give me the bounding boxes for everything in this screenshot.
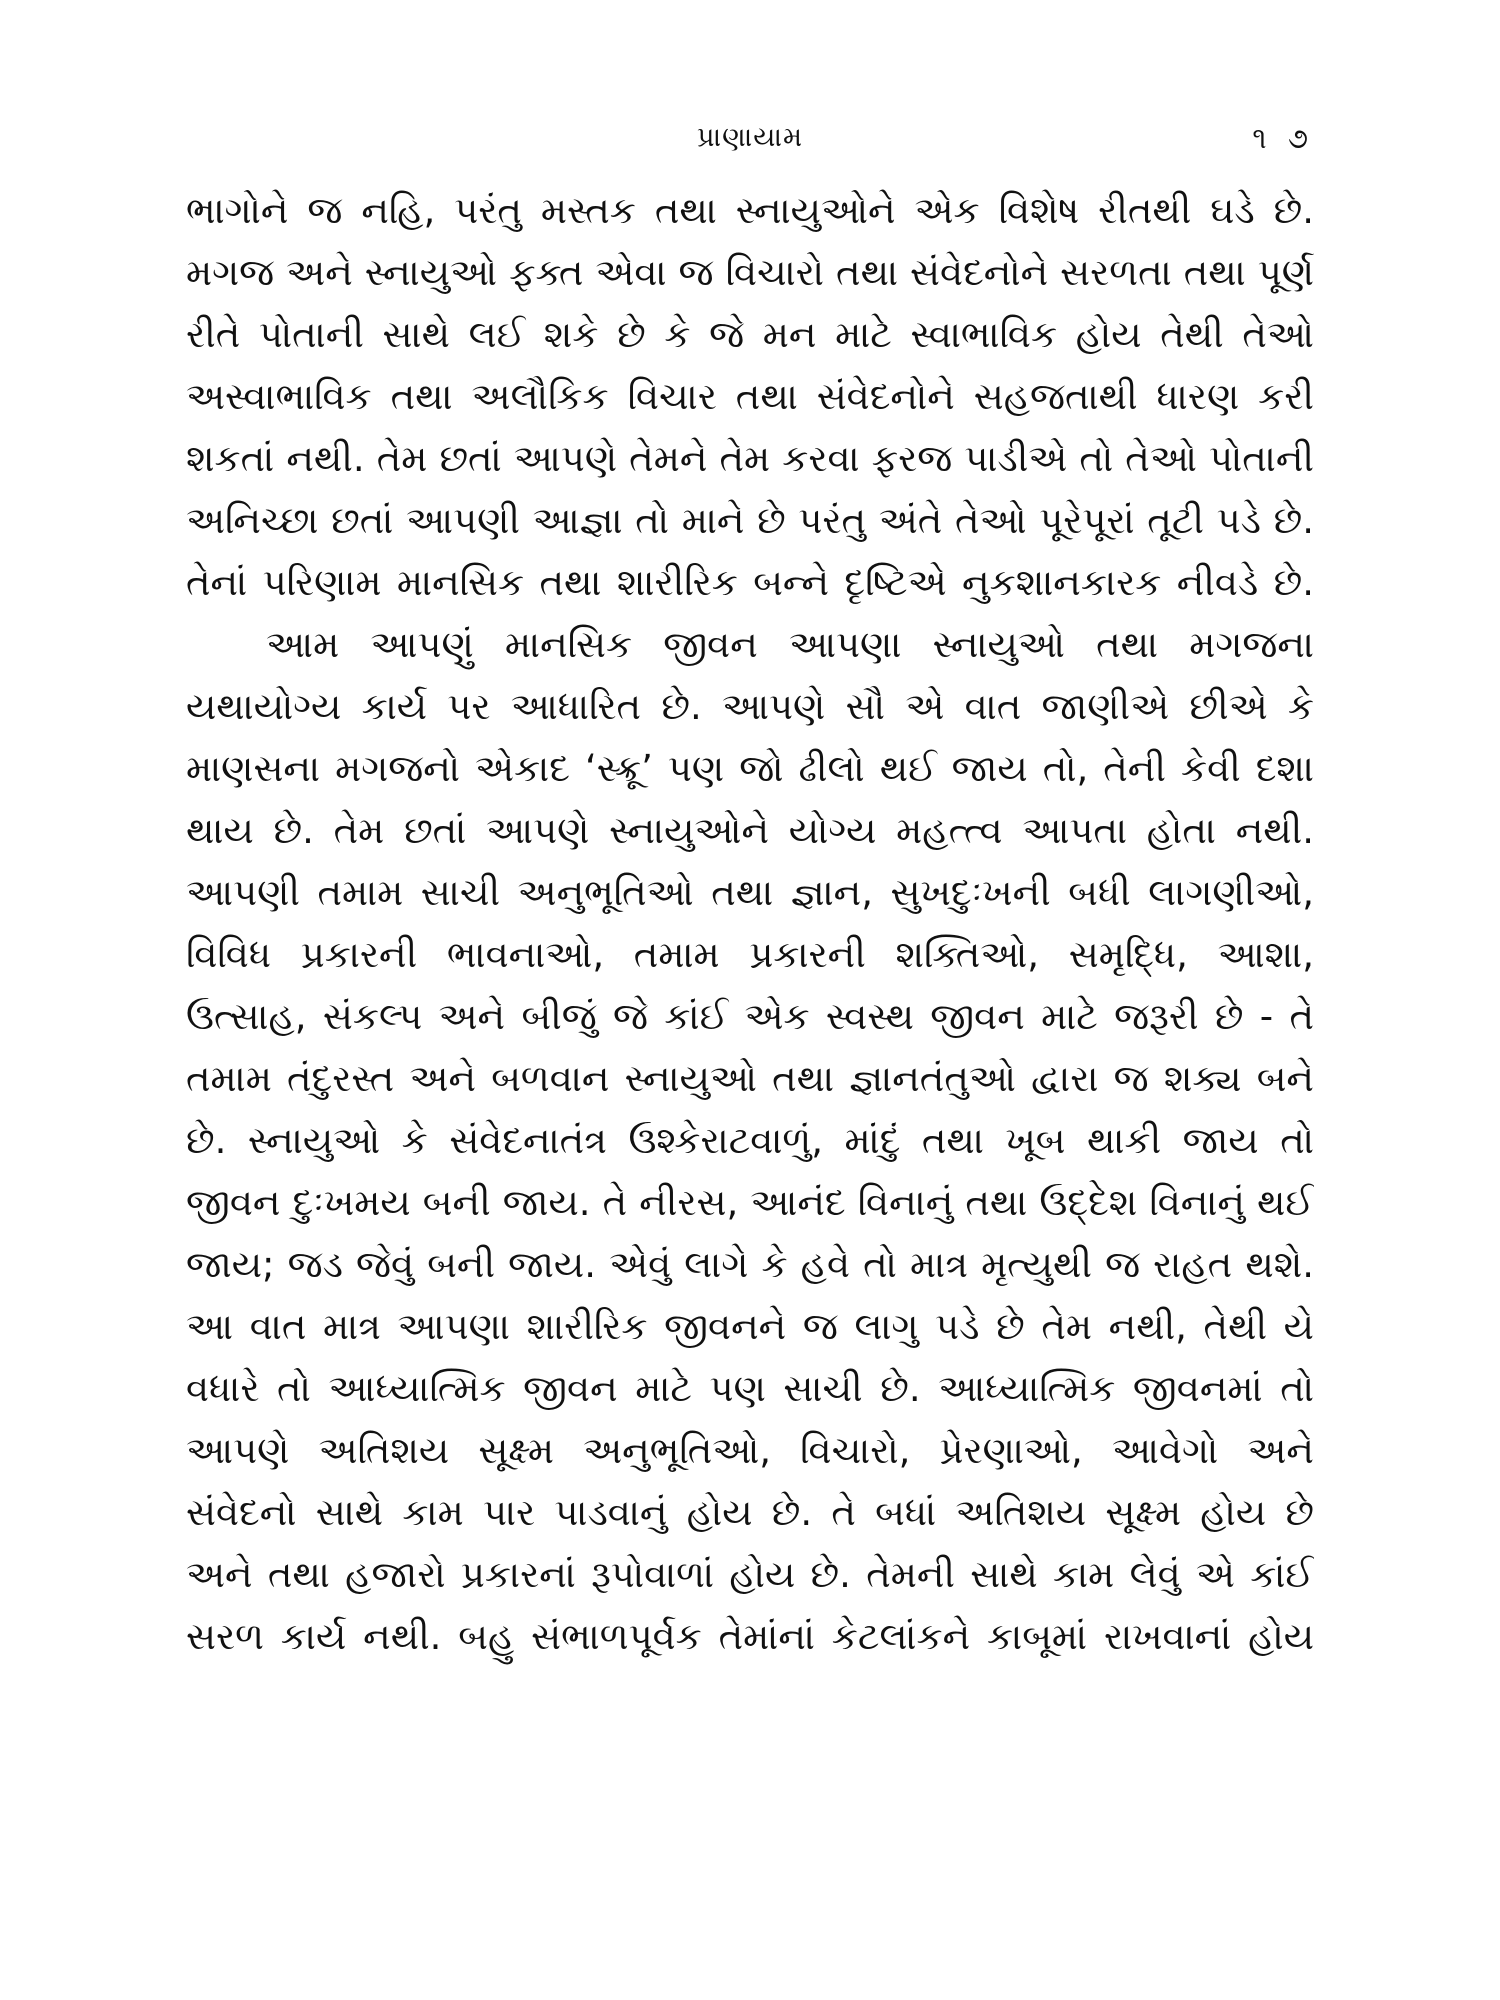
text-line: સંવેદનો સાથે કામ પાર પાડવાનું હોય છે. તે બધાં અતિશય સૂક્ષ્મ હોય છે xyxy=(186,1491,1314,1534)
text-line: અસ્વાભાવિક તથા અલૌકિક વિચાર તથા સંવેદનોને સહજતાથી ધારણ કરી xyxy=(186,375,1314,418)
text-line: ભાગોને જ નહિ, પરંતુ મસ્તક તથા સ્નાયુઓને એક વિશેષ રીતથી ઘડે છે. xyxy=(186,189,1314,232)
text-line: આ વાત માત્ર આપણા શારીરિક જીવનને જ લાગુ પડે છે તેમ નથી, તેથી યે xyxy=(186,1305,1314,1348)
page-number: ૧ ૭ xyxy=(1252,121,1314,155)
text-line: આપણી તમામ સાચી અનુભૂતિઓ તથા જ્ઞાન, સુખદુઃખની બધી લાગણીઓ, xyxy=(186,871,1314,914)
running-title: પ્રાણાયામ xyxy=(696,122,804,153)
text-line: જાય; જડ જેવું બની જાય. એવું લાગે કે હવે તો માત્ર મૃત્યુથી જ રાહત થશે. xyxy=(186,1243,1314,1286)
text-line: થાય છે. તેમ છતાં આપણે સ્નાયુઓને યોગ્ય મહત્ત્વ આપતા હોતા નથી. xyxy=(186,809,1314,852)
text-line: તમામ તંદુરસ્ત અને બળવાન સ્નાયુઓ તથા જ્ઞાનતંતુઓ દ્વારા જ શક્ય બને xyxy=(186,1057,1314,1100)
text-line: માણસના મગજનો એકાદ ‘સ્ક્રૂ’ પણ જો ઢીલો થઈ જાય તો, તેની કેવી દશા xyxy=(186,747,1314,790)
text-line: આપણે અતિશય સૂક્ષ્મ અનુભૂતિઓ, વિચારો, પ્રેરણાઓ, આવેગો અને xyxy=(186,1429,1314,1472)
text-line: ઉત્સાહ, સંકલ્પ અને બીજું જે કાંઈ એક સ્વસ્થ જીવન માટે જરૂરી છે - તે xyxy=(186,995,1314,1038)
text-line: શકતાં નથી. તેમ છતાં આપણે તેમને તેમ કરવા ફરજ પાડીએ તો તેઓ પોતાની xyxy=(186,437,1314,480)
text-line: જીવન દુઃખમય બની જાય. તે નીરસ, આનંદ વિનાનું તથા ઉદ્દેશ વિનાનું થઈ xyxy=(186,1181,1314,1224)
text-line: છે. સ્નાયુઓ કે સંવેદનાતંત્ર ઉશ્કેરાટવાળું, માંદું તથા ખૂબ થાકી જાય તો xyxy=(186,1119,1314,1162)
body-text xyxy=(186,180,1314,1668)
text-line: અનિચ્છા છતાં આપણી આજ્ઞા તો માને છે પરંતુ અંતે તેઓ પૂરેપૂરાં તૂટી પડે છે. xyxy=(186,499,1314,542)
text-line: મગજ અને સ્નાયુઓ ફક્ત એવા જ વિચારો તથા સંવેદનોને સરળતા તથા પૂર્ણ xyxy=(186,251,1314,294)
text-line: વધારે તો આધ્યાત્મિક જીવન માટે પણ સાચી છે. આધ્યાત્મિક જીવનમાં તો xyxy=(186,1367,1314,1410)
text-line: તેનાં પરિણામ માનસિક તથા શારીરિક બન્ને દૃષ્ટિએ નુકશાનકારક નીવડે છે. xyxy=(186,561,1314,604)
text-line: વિવિધ પ્રકારની ભાવનાઓ, તમામ પ્રકારની શક્તિઓ, સમૃદ્ધિ, આશા, xyxy=(186,933,1314,976)
text-line: રીતે પોતાની સાથે લઈ શકે છે કે જે મન માટે સ્વાભાવિક હોય તેથી તેઓ xyxy=(186,313,1314,356)
text-line: સરળ કાર્ય નથી. બહુ સંભાળપૂર્વક તેમાંનાં કેટલાંકને કાબૂમાં રાખવાનાં હોય xyxy=(186,1615,1314,1658)
text-line: યથાયોગ્ય કાર્ય પર આધારિત છે. આપણે સૌ એ વાત જાણીએ છીએ કે xyxy=(186,685,1314,728)
text-line: અને તથા હજારો પ્રકારનાં રૂપોવાળાં હોય છે. તેમની સાથે કામ લેવું એ કાંઈ xyxy=(186,1553,1314,1596)
running-header xyxy=(186,118,1314,158)
paragraph-first-line: આમ આપણું માનસિક જીવન આપણા સ્નાયુઓ તથા મગજના xyxy=(266,623,1314,666)
